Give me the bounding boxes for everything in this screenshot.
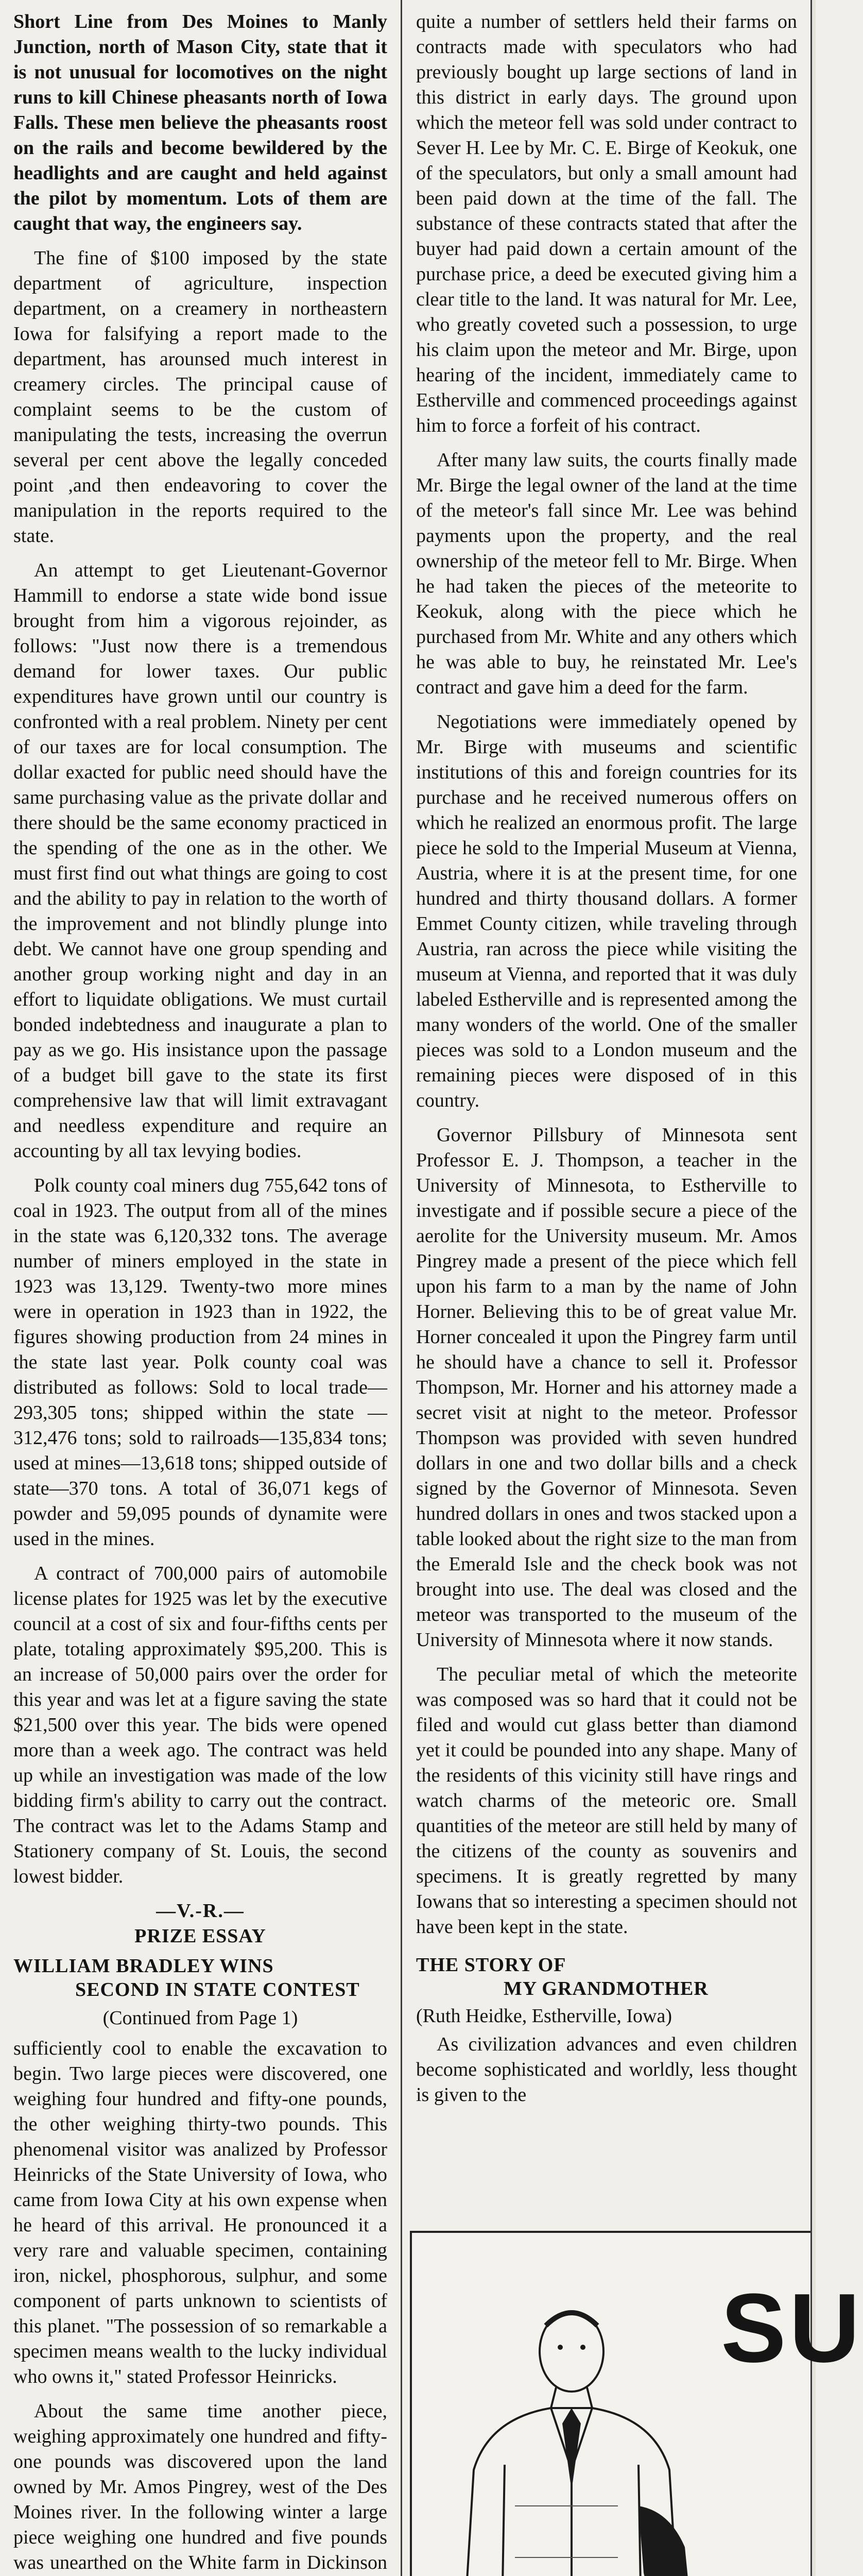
essay-second-piece: About the same time another piece, weighing approximately one hundred and fifty-one pounds was discovered upon the land owned by Mr. Amos Pingrey, west of the Des Moines river. In the following winter a large piece weighing one hundred and five pounds was unearthed on the White farm in Dickinson bbox=[13, 2400, 387, 2573]
section-separator: —V.-R.— bbox=[156, 1900, 245, 1922]
advertisement bbox=[410, 2231, 863, 2576]
article-coal-output: Polk county coal miners dug 755,642 tons of coal in 1923. The output from all of the mines in the state was 6,120,332 tons. The average number of miners employed in the state in 1923 was 13,129. Twenty-two more mines were in operation in 1923 than in 1922, the figures showing production from 24 mines in the state last year. Polk county coal was distributed as follows: Sold to local trade—293,305 tons; shipped within the state —312,476 tons; sold to railroads—135,834 tons; used at mines—13,618 tons; shipped outside of state—370 tons. A total of 36,071 kegs of powder and 59,095 pounds of dynamite were used in the mines. bbox=[13, 1175, 387, 1550]
essay-settlers: quite a number of settlers held their farms on contracts made with speculators who had previously bought up large sections of land in this district in early days. The ground upon which the meteor fell was sold under contract to Sever H. Lee by Mr. C. E. Birge of Keokuk, one of the speculators, but only a small amount had been paid down at the time of the fall. The substance of these contracts stated that after the buyer had paid down a certain amount of the purchase price, a deed be executed giving him a clear title to the land. It was natural for Mr. Lee, who greatly coveted such a possession, to urge his claim upon the meteor and Mr. Birge, upon hearing of the incident, immediately came to Estherville and commenced proceedings against him to force a forfeit of his contract. bbox=[416, 11, 797, 436]
story-headline bbox=[416, 1953, 797, 2001]
article-bond-issue: An attempt to get Lieutenant-Governor Hammill to endorse a state wide bond issue brought from him a vigorous rejoinder, as follows: "Just now there is a tremendous demand for lower taxes. Our public expenditures have grown until our country is confronted with a real problem. Ninety per cent of our taxes are for local consumption. The dollar exacted for public need should have the same purchasing value as the private dollar and there should be the same economy practiced in the spending of the one as in the other. We must first find out what things are going to cost and the ability to pay in relation to the worth of the improvement and not blindly plunge into debt. We cannot have one group spending and another group working night and day in an effort to liquidate obligations. We must curtail bonded indebtedness and inaugurate a plan to pay as we go. His insistance upon the passage of a budget bill gave to the state its first comprehensive law that will limit extravagant and needless expenditure and require an accounting by all tax levying bodies. bbox=[13, 560, 387, 1162]
middle-column bbox=[403, 0, 810, 2576]
story-opening: As civilization advances and even children become sophisticated and worldly, less thought is given to the bbox=[416, 2033, 797, 2106]
essay-negotiations: Negotiations were immediately opened by Mr. Birge with museums and scientific institutions of this and foreign countries for its purchase and he received numerous offers on which he realized an enormous profit. The large piece he sold to the Imperial Museum at Vienna, Austria, where it is at the present time, for one hundred and thirty thousand dollars. A former Emmet County citizen, while traveling through Austria, ran across the piece while visiting the museum at Vienna, and reported that it was duly labeled Estherville and is represented among the many wonders of the world. One of the smaller pieces was sold to a London museum and the remaining pieces were disposed of in this country. bbox=[416, 711, 797, 1111]
headline-line-1: WILLIAM BRADLEY WINS bbox=[13, 1955, 274, 1977]
essay-peculiar-metal: The peculiar metal of which the meteorite was composed was so hard that it could not be filed and would cut glass better than diamond yet it could be pounded into any shape. Many of the residents of this vicinity still have rings and watch charms of the meteoric ore. Small quantities of the meteor are still held by many of the citizens of the county as souvenirs and specimens. It is greatly regretted by many Iowans that so interesting a specimen should not have been kept in the state. bbox=[416, 1664, 797, 1938]
essay-headline bbox=[13, 1954, 387, 2002]
headline-line-2: SECOND IN STATE CONTEST bbox=[75, 1979, 360, 2001]
article-creamery-fine: The fine of $100 imposed by the state department of agriculture, inspection department, on a creamery in northeastern Iowa for falsifying a report made to the department, has arounsed much interest in creamery circles. The principal cause of complaint seems to be the custom of manipulating the tests, increasing the overrun several per cent above the legally conceded point ,and then endeavoring to cover the manipulation in the reports required to the state. bbox=[13, 247, 387, 547]
section-heading: PRIZE ESSAY bbox=[134, 1925, 266, 1947]
story-headline-line-1: THE STORY OF bbox=[416, 1954, 566, 1976]
column-rule bbox=[401, 0, 402, 2576]
next-column-edge bbox=[812, 0, 816, 2576]
story-byline: (Ruth Heidke, Estherville, Iowa) bbox=[416, 2005, 672, 2027]
ad-headline: SU bbox=[721, 2274, 863, 2383]
essay-lawsuits: After many law suits, the courts finally made Mr. Birge the legal owner of the land at the time of the meteor's fall since Mr. Lee was behind payments upon the property, and the real ownership of the meteor fell to Mr. Birge. When he had taken the pieces of the meteorite to Keokuk, along with the piece which he purchased from Mr. White and any others which he was able to buy, he reinstated Mr. Lee's contract and gave him a deed for the farm. bbox=[416, 449, 797, 698]
article-pheasants: Short Line from Des Moines to Manly Junction, north of Mason City, state that it is not unusual for locomotives on the night runs to kill Chinese pheasants north of Iowa Falls. These men believe the pheasants roost on the rails and become bewildered by the headlights and are caught and held against the pilot by momentum. Lots of them are caught that way, the engineers say. bbox=[13, 11, 387, 234]
man-illustration-icon bbox=[443, 2290, 700, 2576]
essay-excavation: sufficiently cool to enable the excavation to begin. Two large pieces were discovered, one weighing four hundred and fifty-one pounds, the other weighing thirty-two pounds. This phenomenal visitor was analized by Professor Heinricks of the State University of Iowa, who came from Iowa City at his own expense when he heard of this arrival. He pronounced it a very rare and valuable specimen, containing iron, nickel, phosphorous, sulphur, and some component of parts unknown to scientists of this planet. "The possession of so remarkable a specimen means wealth to the lucky individual who owns it," stated Professor Heinricks. bbox=[13, 2038, 387, 2387]
essay-pillsbury: Governor Pillsbury of Minnesota sent Professor E. J. Thompson, a teacher in the University of Minnesota, to Estherville to investigate and if possible secure a piece of the aerolite for the University museum. Mr. Amos Pingrey made a present of the piece which fell upon his farm to a man by the name of John Horner. Believing this to be of great value Mr. Horner concealed it upon the Pingrey farm until he should have a chance to sell it. Professor Thompson, Mr. Horner and his attorney made a secret visit at night to the meteor. Professor Thompson was provided with seven hundred dollars in one and two dollar bills and a check signed by the Governor of Minnesota. Seven hundred dollars in ones and twos stacked upon a table looked about the right size to the man from the Emerald Isle and the check book was not brought into use. The deal was closed and the meteor was transported to the museum of the University of Minnesota where it now stands. bbox=[416, 1124, 797, 1651]
continued-note: (Continued from Page 1) bbox=[102, 2007, 298, 2029]
left-column bbox=[0, 0, 401, 2576]
article-license-plates: A contract of 700,000 pairs of automobile license plates for 1925 was let by the executive council at a cost of six and four-fifths cents per plate, totaling approximately $95,200. This is an increase of 50,000 pairs over the order for this year and was let at a figure saving the state $21,500 over this year. The bids were opened more than a week ago. The contract was held up while an investigation was made of the low bidding firm's ability to carry out the contract. The contract was let to the Adams Stamp and Stationery company of St. Louis, the second lowest bidder. bbox=[13, 1563, 387, 1887]
story-headline-line-2: MY GRANDMOTHER bbox=[504, 1978, 709, 1999]
